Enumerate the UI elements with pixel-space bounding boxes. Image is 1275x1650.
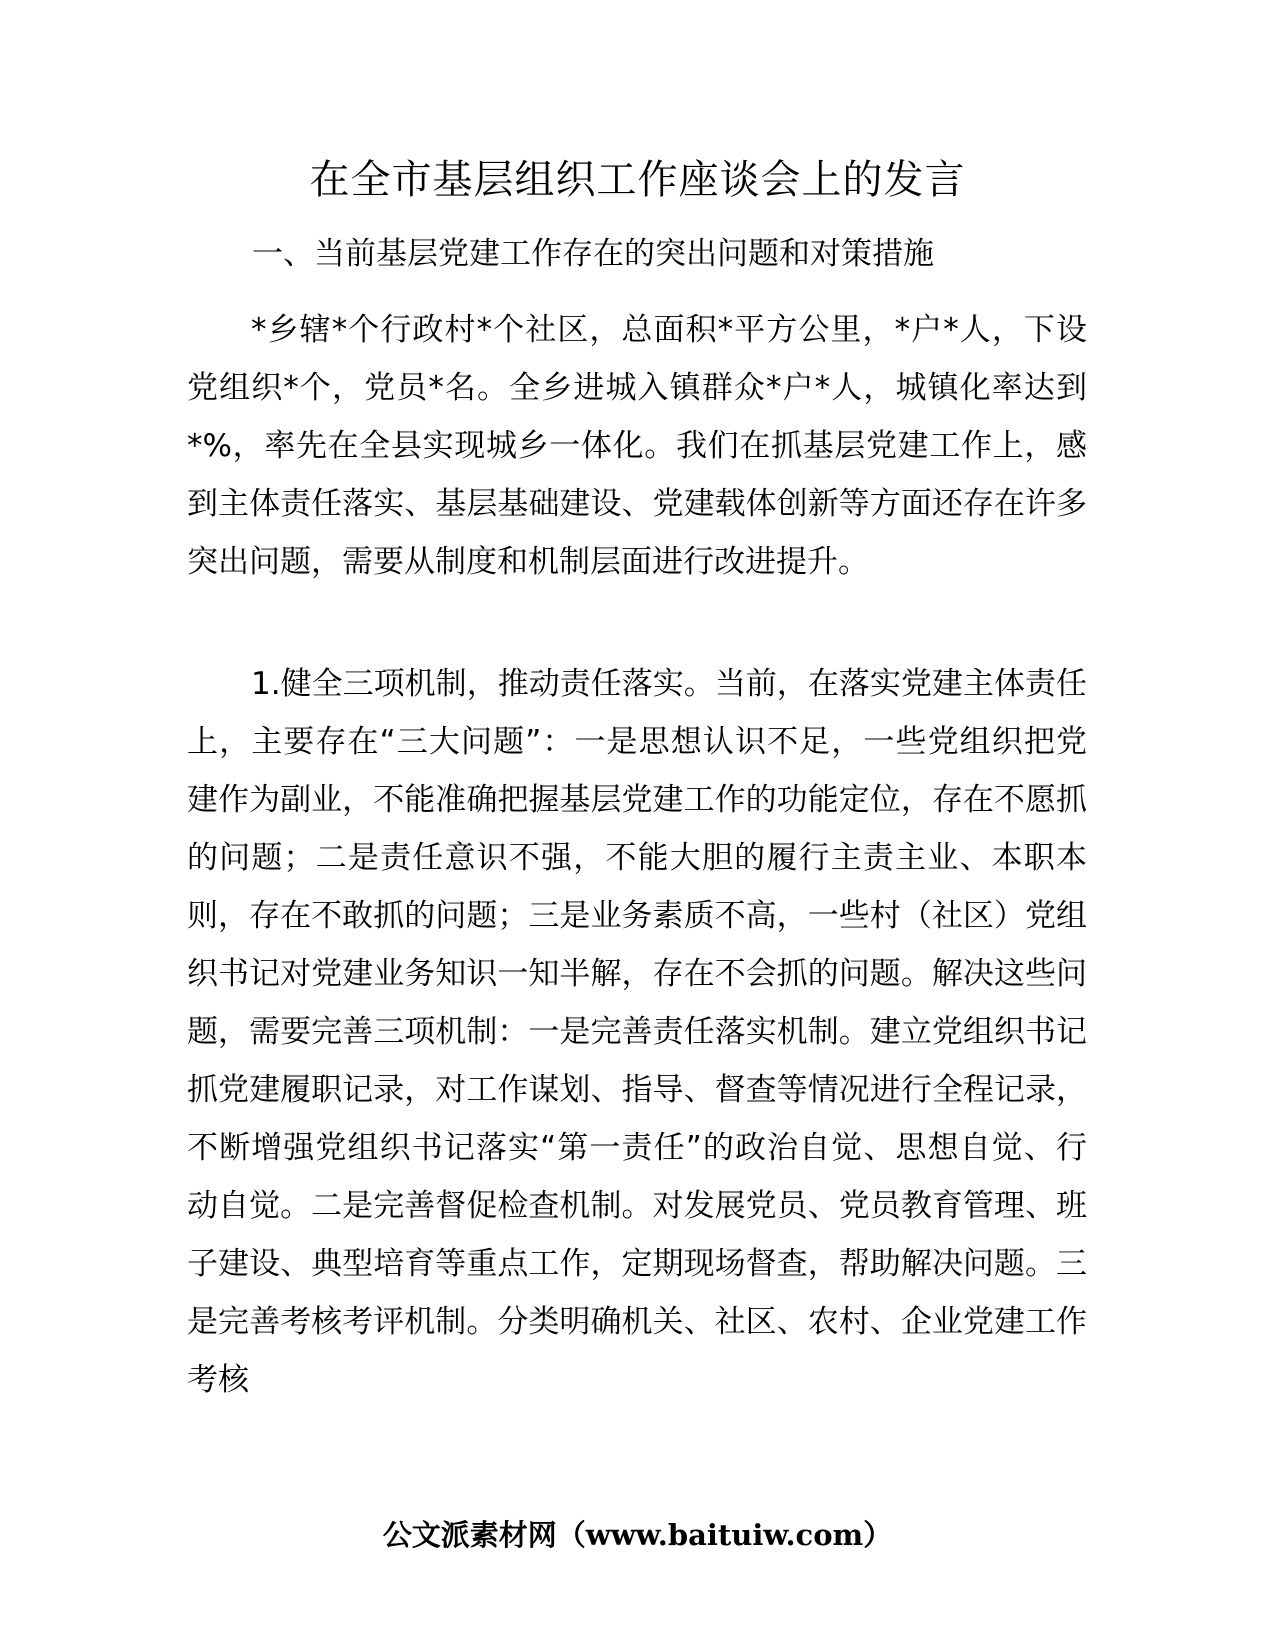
document-title: 在全市基层组织工作座谈会上的发言 — [309, 157, 966, 203]
section-heading: 一、当前基层党建工作存在的突出问题和对策措施 — [252, 236, 934, 272]
body-paragraph: *乡辖*个行政村*个社区，总面积*平方公里，*户*人，下设党组织*个，党员*名。全乡进城入镇群众*户*人，城镇化率达到*%，率先在全县实现城乡一体化。我们在抓基层党建工作上，感到主体责任落实、基层基础建设、党建载体创新等方面还存在许多突出问题，需要从制度和机制层面进行改进提升。 — [187, 312, 1087, 580]
footer-watermark: 公文派素材网（www.baituiw.com） — [382, 1518, 893, 1552]
body-paragraph: 1.健全三项机制，推动责任落实。当前，在落实党建主体责任上，主要存在“三大问题”：一是思想认识不足，一些党组织把党建作为副业，不能准确把握基层党建工作的功能定位，存在不愿抓的问题；二是责任意识不强，不能大胆的履行主责主业、本职本则，存在不敢抓的问题；三是业务素质不高，一些村（社区）党组织书记对党建业务知识一知半解，存在不会抓的问题。解决这些问题，需要完善三项机制：一是完善责任落实机制。建立党组织书记抓党建履职记录，对工作谋划、指导、督查等情况进行全程记录，不断增强党组织书记落实“第一责任”的政治自觉、思想自觉、行动自觉。二是完善督促检查机制。对发展党员、党员教育管理、班子建设、典型培育等重点工作，定期现场督查，帮助解决问题。三是完善考核考评机制。分类明确机关、社区、农村、企业党建工作考核 — [187, 666, 1087, 1398]
